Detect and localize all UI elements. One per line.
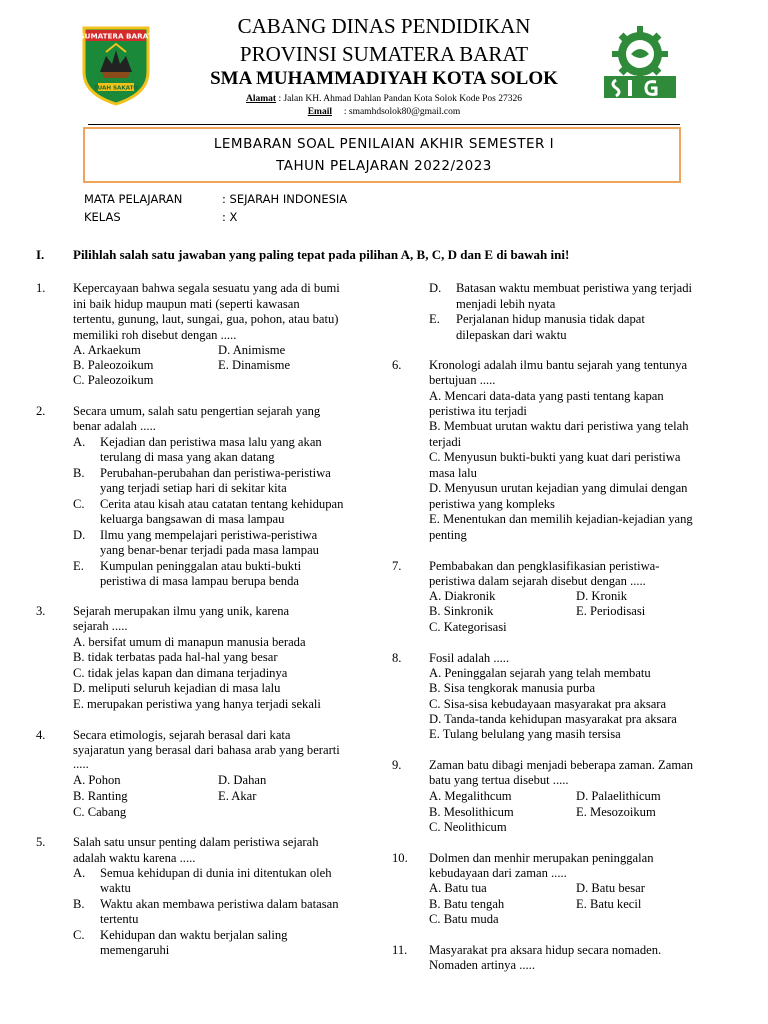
header-line-2: PROVINSI SUMATERA BARAT — [239, 42, 529, 66]
option-a: Semua kehidupan di dunia ini ditentukan oleh — [100, 866, 332, 880]
option-b: Waktu akan membawa peristiwa dalam batasan — [100, 897, 339, 911]
option-letter: A. — [73, 866, 86, 880]
section-number: I. — [36, 247, 45, 262]
question-number: 11. — [392, 943, 408, 957]
option-d: D. Menyusun urutan kejadian yang dimulai dengan — [429, 481, 688, 495]
option-a: A. Pohon — [73, 773, 121, 787]
option-c: C. Kategorisasi — [429, 620, 507, 634]
question-text: Secara etimologis, sejarah berasal dari kata — [73, 728, 291, 742]
question-number: 7. — [392, 559, 402, 573]
question-number: 5. — [36, 835, 46, 849]
option-letter: E. — [429, 312, 440, 326]
question-text: Salah satu unsur penting dalam peristiwa sejarah — [73, 835, 319, 849]
option-b: Perubahan-perubahan dan peristiwa-peristiwa — [100, 466, 331, 480]
question-text: Zaman batu dibagi menjadi beberapa zaman. Zaman — [429, 758, 694, 772]
option-b: terjadi — [429, 435, 462, 449]
email-value: : smamhdsolok80@gmail.com — [331, 107, 461, 117]
option-d: D. Dahan — [218, 773, 267, 787]
option-b: B. Paleozoikum — [73, 358, 154, 372]
question-text: Masyarakat pra aksara hidup secara nomaden. — [429, 943, 662, 957]
option-c: C. Cabang — [73, 805, 127, 819]
option-a: A. Arkaekum — [73, 343, 141, 357]
section-instruction: Pilihlah salah satu jawaban yang paling tepat pada pilihan A, B, C, D dan E di bawah ini! — [73, 247, 570, 262]
email-label: Email — [307, 107, 332, 117]
option-b: B. tidak terbatas pada hal-hal yang besar — [73, 650, 278, 664]
school-email — [0, 107, 768, 117]
question-text: ..... — [73, 757, 89, 771]
header-divider — [88, 124, 680, 125]
option-a: A. bersifat umum di manapun manusia berada — [73, 635, 306, 649]
question-number: 3. — [36, 604, 46, 618]
option-e: E. Akar — [218, 789, 257, 803]
option-e: Kumpulan peninggalan atau bukti-bukti — [100, 559, 302, 573]
option-e: E. Menentukan dan memilih kejadian-kejadian yang — [429, 512, 693, 526]
option-e: dilepaskan dari waktu — [456, 328, 567, 342]
option-e: E. Periodisasi — [576, 604, 646, 618]
question-text: memiliki roh disebut dengan ..... — [73, 328, 237, 342]
option-letter: B. — [73, 897, 85, 911]
option-e: Perjalanan hidup manusia tidak dapat — [456, 312, 645, 326]
question-text: Nomaden artinya ..... — [429, 958, 535, 972]
svg-text:SUMATERA BARAT: SUMATERA BARAT — [79, 31, 153, 41]
option-b: B. Ranting — [73, 789, 128, 803]
option-letter: D. — [429, 281, 442, 295]
question-number: 2. — [36, 404, 46, 418]
question-text: batu yang tertua disebut ..... — [429, 773, 569, 787]
class-value: : X — [222, 210, 238, 224]
question-text: adalah waktu karena ..... — [73, 851, 196, 865]
question-text: Fosil adalah ..... — [429, 651, 510, 665]
question-text: tertentu, gunung, laut, sungai, gua, pohon, atau batu) — [73, 312, 339, 326]
option-d: peristiwa yang kompleks — [429, 497, 555, 511]
option-d: D. Kronik — [576, 589, 628, 603]
option-c: C. Neolithicum — [429, 820, 507, 834]
class-label: KELAS — [84, 210, 121, 224]
option-c: C. Batu muda — [429, 912, 499, 926]
option-b: B. Batu tengah — [429, 897, 505, 911]
question-number: 8. — [392, 651, 402, 665]
header-line-1: CABANG DINAS PENDIDIKAN — [237, 14, 531, 38]
school-name: SMA MUHAMMADIYAH KOTA SOLOK — [210, 68, 558, 89]
option-e: E. merupakan peristiwa yang hanya terjadi sekali — [73, 697, 321, 711]
option-b: tertentu — [100, 912, 139, 926]
option-c: C. tidak jelas kapan dan dimana terjadinya — [73, 666, 288, 680]
question-number: 9. — [392, 758, 402, 772]
option-a: A. Mencari data-data yang pasti tentang kapan — [429, 389, 664, 403]
svg-text:TUAH SAKATO: TUAH SAKATO — [93, 85, 139, 92]
question-text: Pembabakan dan pengklasifikasian peristiwa- — [429, 559, 660, 573]
option-e: E. Mesozoikum — [576, 805, 656, 819]
option-c: keluarga bangsawan di masa lampau — [100, 512, 285, 526]
option-d: D. Batu besar — [576, 881, 645, 895]
option-b: B. Sisa tengkorak manusia purba — [429, 681, 596, 695]
question-number: 10. — [392, 851, 408, 865]
option-e: peristiwa di masa lampau berupa benda — [100, 574, 299, 588]
option-b: B. Sinkronik — [429, 604, 494, 618]
option-letter: A. — [73, 435, 86, 449]
option-d: yang benar-benar terjadi pada masa lampau — [100, 543, 319, 557]
option-letter: C. — [73, 928, 85, 942]
question-text: kebudayaan dari zaman ..... — [429, 866, 567, 880]
question-text: benar adalah ..... — [73, 419, 156, 433]
option-c: masa lalu — [429, 466, 477, 480]
question-text: ini baik hidup maupun mati (seperti kawasan — [73, 297, 300, 311]
question-text: Kepercayaan bahwa segala sesuatu yang ada di bumi — [73, 281, 340, 295]
option-e: penting — [429, 528, 467, 542]
option-a: waktu — [100, 881, 131, 895]
exam-title: LEMBARAN SOAL PENILAIAN AKHIR SEMESTER I — [213, 136, 555, 152]
option-a: Kejadian dan peristiwa masa lalu yang akan — [100, 435, 322, 449]
option-e: E. Batu kecil — [576, 897, 642, 911]
question-number: 1. — [36, 281, 46, 295]
question-text: peristiwa dalam sejarah disebut dengan ..... — [429, 574, 646, 588]
academic-year: TAHUN PELAJARAN 2022/2023 — [276, 158, 492, 174]
option-letter: D. — [73, 528, 86, 542]
question-text: syajaratun yang berasal dari bahasa arab yang berarti — [73, 743, 340, 757]
question-text: sejarah ..... — [73, 619, 128, 633]
question-text: Sejarah merupakan ilmu yang unik, karena — [73, 604, 290, 618]
option-d: menjadi lebih nyata — [456, 297, 556, 311]
option-letter: C. — [73, 497, 85, 511]
question-text: Kronologi adalah ilmu bantu sejarah yang tentunya — [429, 358, 688, 372]
option-c: C. Menyusun bukti-bukti yang kuat dari peristiwa — [429, 450, 681, 464]
subject-label: MATA PELAJARAN — [84, 192, 183, 206]
option-c: Cerita atau kisah atau catatan tentang kehidupan — [100, 497, 344, 511]
option-a: peristiwa itu terjadi — [429, 404, 527, 418]
question-text: Secara umum, salah satu pengertian sejarah yang — [73, 404, 321, 418]
option-e: E. Tulang belulang yang masih tersisa — [429, 727, 621, 741]
option-letter: B. — [73, 466, 85, 480]
option-c: C. Paleozoikum — [73, 373, 154, 387]
option-a: terulang di masa yang akan datang — [100, 450, 275, 464]
school-address — [0, 94, 768, 104]
option-d: Batasan waktu membuat peristiwa yang terjadi — [456, 281, 693, 295]
option-e: E. Dinamisme — [218, 358, 291, 372]
address-label: Alamat — [246, 94, 277, 104]
option-d: Ilmu yang mempelajari peristiwa-peristiwa — [100, 528, 318, 542]
option-c: C. Sisa-sisa kebudayaan masyarakat pra aksara — [429, 697, 667, 711]
question-text: Dolmen dan menhir merupakan peninggalan — [429, 851, 654, 865]
option-a: A. Peninggalan sejarah yang telah membatu — [429, 666, 651, 680]
option-d: D. meliputi seluruh kejadian di masa lalu — [73, 681, 281, 695]
option-b: B. Membuat urutan waktu dari peristiwa yang telah — [429, 419, 689, 433]
question-number: 4. — [36, 728, 46, 742]
option-d: D. Palaelithicum — [576, 789, 661, 803]
option-d: D. Animisme — [218, 343, 286, 357]
subject-value: : SEJARAH INDONESIA — [222, 192, 348, 206]
option-b: yang terjadi setiap hari di sekitar kita — [100, 481, 287, 495]
option-a: A. Batu tua — [429, 881, 487, 895]
option-c: memengaruhi — [100, 943, 170, 957]
question-number: 6. — [392, 358, 402, 372]
option-letter: E. — [73, 559, 84, 573]
option-a: A. Diakronik — [429, 589, 496, 603]
address-value: : Jalan KH. Ahmad Dahlan Pandan Kota Solok Kode Pos 27326 — [276, 94, 522, 104]
question-text: bertujuan ..... — [429, 373, 496, 387]
option-c: Kehidupan dan waktu berjalan saling — [100, 928, 288, 942]
option-b: B. Mesolithicum — [429, 805, 514, 819]
option-a: A. Megalithcum — [429, 789, 512, 803]
option-d: D. Tanda-tanda kehidupan masyarakat pra aksara — [429, 712, 677, 726]
